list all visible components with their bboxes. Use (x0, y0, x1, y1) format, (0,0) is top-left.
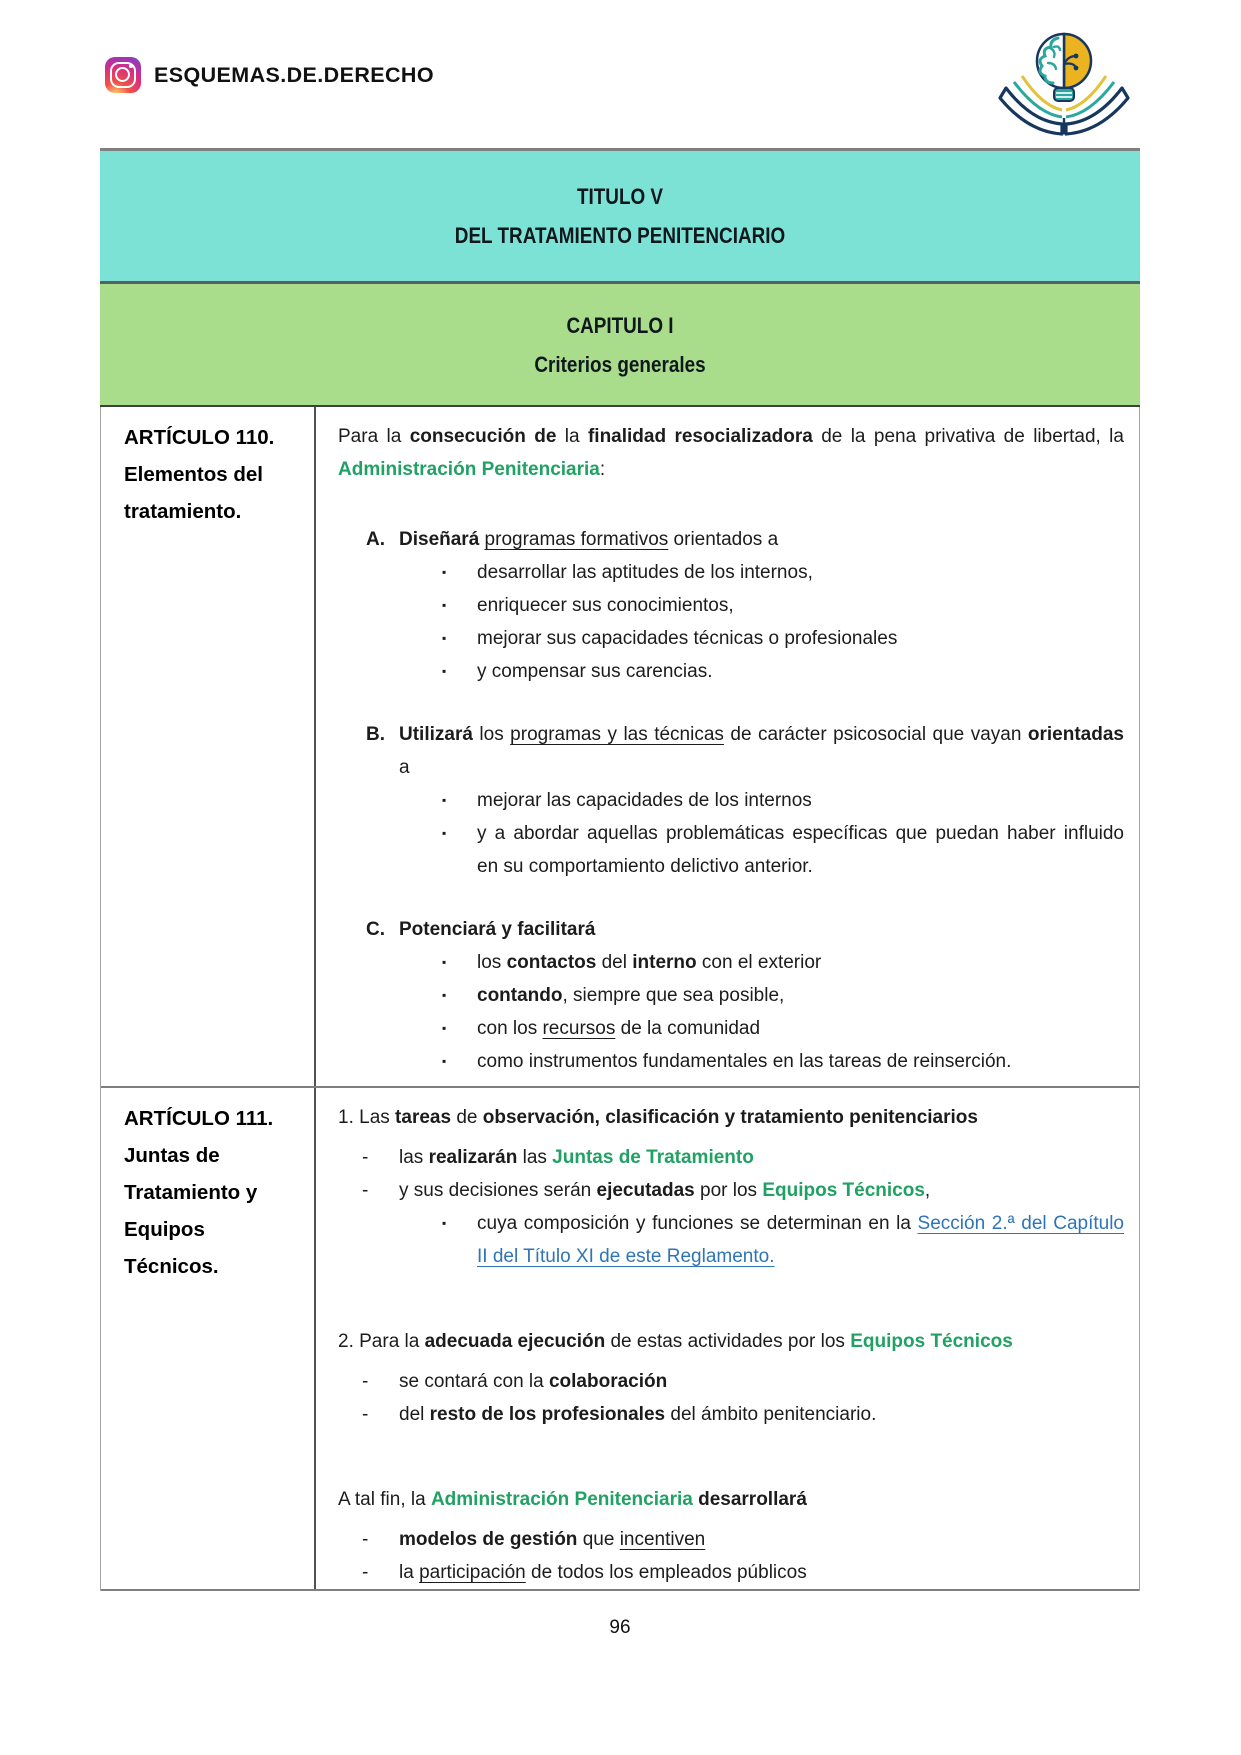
article-110-content (316, 407, 1139, 1086)
dash-bullet-item (338, 1556, 1124, 1589)
dash-bullet-icon: - (362, 1529, 369, 1550)
text-segment: Utilizará (399, 724, 473, 745)
text-segment: las (517, 1147, 553, 1168)
text-segment: de la comunidad (615, 1018, 761, 1039)
text-segment: participación (419, 1562, 526, 1583)
page-header (100, 0, 1140, 148)
article-label-line: Equipos Técnicos. (124, 1218, 219, 1278)
text-segment: contando (477, 985, 563, 1006)
dash-bullet-icon: - (362, 1562, 369, 1583)
square-bullet-icon: ▪ (442, 1021, 447, 1035)
text-segment: interno (632, 952, 697, 973)
dash-bullet-item (338, 1365, 1124, 1398)
text-segment: : (599, 459, 606, 480)
list-item-text (399, 1556, 1124, 1589)
text-segment: Para la (338, 426, 410, 447)
text-segment: la (556, 426, 588, 447)
document-page (100, 0, 1140, 1639)
square-bullet-item (338, 1012, 1124, 1045)
square-bullet-icon: ▪ (442, 1054, 447, 1068)
square-bullet-item (338, 622, 1124, 655)
article-label-line: Tratamiento y (124, 1181, 258, 1204)
chapter-banner (100, 281, 1140, 407)
text-segment: desarrollar las aptitudes de los internos, (477, 562, 813, 583)
list-item-text (399, 913, 1124, 946)
text-segment: A tal fin, la (338, 1489, 431, 1510)
text-segment: resto de los profesionales (429, 1404, 666, 1425)
list-item-text (477, 622, 1124, 655)
dash-bullet-item (338, 1174, 1124, 1207)
dash-bullet-icon: - (362, 1180, 369, 1201)
text-segment: Administración Penitenciaria (430, 1489, 693, 1510)
text-segment: por los (694, 1180, 763, 1201)
list-item-text (477, 1207, 1124, 1273)
instagram-icon-dot (129, 64, 133, 68)
text-segment: y compensar sus carencias. (477, 661, 713, 682)
text-segment: del (596, 952, 633, 973)
article-111-content (316, 1088, 1139, 1589)
text-segment: Administración Penitenciaria (338, 459, 600, 480)
text-segment: tareas (395, 1107, 452, 1128)
chapter-banner-line1: CAPITULO I (566, 312, 674, 338)
list-item-text (477, 979, 1124, 1012)
list-item-text (399, 1174, 1124, 1207)
square-bullet-icon: ▪ (442, 664, 447, 678)
letter-item (338, 718, 1124, 784)
dash-bullet-item (338, 1141, 1124, 1174)
text-segment: las (399, 1147, 429, 1168)
chapter-banner-line2: Criterios generales (534, 351, 706, 377)
text-segment: Potenciará y facilitará (399, 919, 596, 940)
square-bullet-icon: ▪ (442, 631, 447, 645)
list-item-text (399, 718, 1124, 784)
square-bullet-icon: ▪ (442, 565, 447, 579)
list-item-text (477, 1012, 1124, 1045)
text-segment: mejorar sus capacidades técnicas o profesionales (477, 628, 898, 649)
text-segment: modelos de gestión (399, 1529, 578, 1550)
text-segment: Juntas de Tratamiento (552, 1147, 754, 1168)
text-segment: enriquecer sus conocimientos, (477, 595, 734, 616)
text-segment: colaboración (548, 1371, 668, 1392)
text-segment: del (399, 1404, 430, 1425)
title-banner-line1: TITULO V (576, 184, 664, 209)
text-segment: de (451, 1107, 483, 1128)
text-segment: a (399, 757, 410, 778)
text-segment: orientadas (1027, 724, 1124, 745)
square-bullet-item (338, 556, 1124, 589)
text-segment: Equipos Técnicos (850, 1331, 1013, 1352)
instagram-handle-badge (105, 57, 434, 93)
blank-line (338, 1273, 1124, 1325)
square-bullet-item (338, 1045, 1124, 1078)
text-segment: se contará con la (399, 1371, 549, 1392)
blank-line (338, 493, 1124, 523)
blank-line (338, 1431, 1124, 1483)
list-item-text (477, 556, 1124, 589)
instagram-handle-text: ESQUEMAS.DE.DERECHO (154, 62, 434, 87)
text-segment: con los (477, 1018, 543, 1039)
list-item-text (477, 784, 1124, 817)
text-segment: con el exterior (696, 952, 822, 973)
article-label-line: ARTÍCULO 110. (124, 426, 275, 449)
text-segment: contactos (506, 952, 597, 973)
list-item-text (399, 1365, 1124, 1398)
text-segment: incentiven (619, 1529, 706, 1550)
square-bullet-icon: ▪ (442, 793, 447, 807)
text-segment: consecución de (409, 426, 557, 447)
square-bullet-icon: ▪ (442, 988, 447, 1002)
letter-marker: C. (366, 919, 385, 940)
text-segment: Equipos Técnicos (762, 1180, 925, 1201)
list-item-text (477, 655, 1124, 688)
letter-item (338, 913, 1124, 946)
letter-marker: A. (366, 529, 385, 550)
paragraph (338, 420, 1124, 486)
instagram-icon (105, 57, 141, 93)
letter-marker: B. (366, 724, 385, 745)
list-item-text (399, 523, 1124, 556)
text-segment: cuya composición y funciones se determinan en la (477, 1213, 918, 1234)
instagram-icon-lens (115, 67, 130, 82)
reglamento-link[interactable]: Sección 2.ª del Capítulo II del Título XI de este Reglamento. (477, 1213, 1124, 1267)
text-segment: de la pena privativa de libertad, la (812, 426, 1124, 447)
dash-bullet-icon: - (362, 1404, 369, 1425)
square-bullet-item (338, 589, 1124, 622)
page-number: 96 (609, 1617, 631, 1638)
square-bullet-icon: ▪ (442, 955, 447, 969)
text-segment: y sus decisiones serán (399, 1180, 597, 1201)
text-segment: recursos (542, 1018, 616, 1039)
article-label-line: tratamiento. (124, 500, 242, 523)
dash-bullet-item (338, 1523, 1124, 1556)
text-segment: del ámbito penitenciario. (665, 1404, 877, 1425)
blank-line (338, 883, 1124, 913)
text-segment: los (477, 952, 507, 973)
text-segment: ejecutadas (596, 1180, 695, 1201)
text-segment: los (472, 724, 511, 745)
article-110-label (101, 407, 316, 1086)
article-111-label (101, 1088, 316, 1589)
dash-bullet-icon: - (362, 1371, 369, 1392)
text-segment: adecuada ejecución (424, 1331, 606, 1352)
article-111-row (101, 1088, 1139, 1591)
list-item-text (399, 1141, 1124, 1174)
text-segment: 2. Para la (338, 1331, 425, 1352)
title-banner (100, 151, 1140, 281)
text-segment: como instrumentos fundamentales en las tareas de reinserción. (477, 1051, 1012, 1072)
list-item-text (477, 817, 1124, 883)
article-label-line: Elementos del (124, 463, 263, 486)
list-item-text (399, 1398, 1124, 1431)
text-segment: Diseñará (399, 529, 485, 550)
text-segment: la (399, 1562, 420, 1583)
paragraph (338, 1483, 1124, 1516)
square-bullet-icon: ▪ (442, 826, 447, 840)
blank-line (338, 688, 1124, 718)
square-bullet-icon: ▪ (442, 598, 447, 612)
article-110-row (101, 407, 1139, 1088)
square-bullet-item (338, 817, 1124, 883)
list-item-text (477, 589, 1124, 622)
paragraph (338, 1325, 1124, 1358)
square-bullet-icon: ▪ (442, 1216, 447, 1230)
title-banner-line2: DEL TRATAMIENTO PENITENCIARIO (454, 223, 786, 248)
square-bullet-item (338, 946, 1124, 979)
text-segment: 1. Las (338, 1107, 396, 1128)
text-segment: desarrollará (698, 1489, 807, 1510)
paragraph (338, 1101, 1124, 1134)
text-segment: programas y las técnicas (510, 724, 724, 745)
list-item-text (477, 1045, 1124, 1078)
dash-bullet-item (338, 1398, 1124, 1431)
square-bullet-item (338, 655, 1124, 688)
article-label-line: Juntas de (124, 1144, 220, 1167)
text-segment: observación, clasificación y tratamiento penitenciarios (482, 1107, 978, 1128)
text-segment: , siempre que sea posible, (562, 985, 785, 1006)
list-item-text (477, 946, 1124, 979)
dash-bullet-icon: - (362, 1147, 369, 1168)
text-segment: de todos los empleados públicos (525, 1562, 807, 1583)
text-segment: , (924, 1180, 931, 1201)
text-segment: finalidad resocializadora (587, 426, 813, 447)
book-brain-lightbulb-logo (988, 26, 1140, 151)
square-bullet-item (338, 979, 1124, 1012)
text-segment: y a abordar aquellas problemáticas específicas que puedan haber influido en su comportamiento delictivo anterior. (477, 823, 1124, 877)
letter-item (338, 523, 1124, 556)
text-segment: de estas actividades por los (605, 1331, 851, 1352)
square-bullet-item (338, 1207, 1124, 1273)
page-footer (100, 1617, 1140, 1639)
text-segment: de carácter psicosocial que vayan (723, 724, 1028, 745)
text-segment: que (577, 1529, 620, 1550)
text-segment: realizarán (428, 1147, 518, 1168)
text-segment: orientados a (668, 529, 779, 550)
articles-table (100, 407, 1140, 1591)
article-label-line: ARTÍCULO 111. (124, 1107, 274, 1130)
list-item-text (399, 1523, 1124, 1556)
text-segment: mejorar las capacidades de los internos (477, 790, 812, 811)
text-segment: programas formativos (484, 529, 669, 550)
square-bullet-item (338, 784, 1124, 817)
